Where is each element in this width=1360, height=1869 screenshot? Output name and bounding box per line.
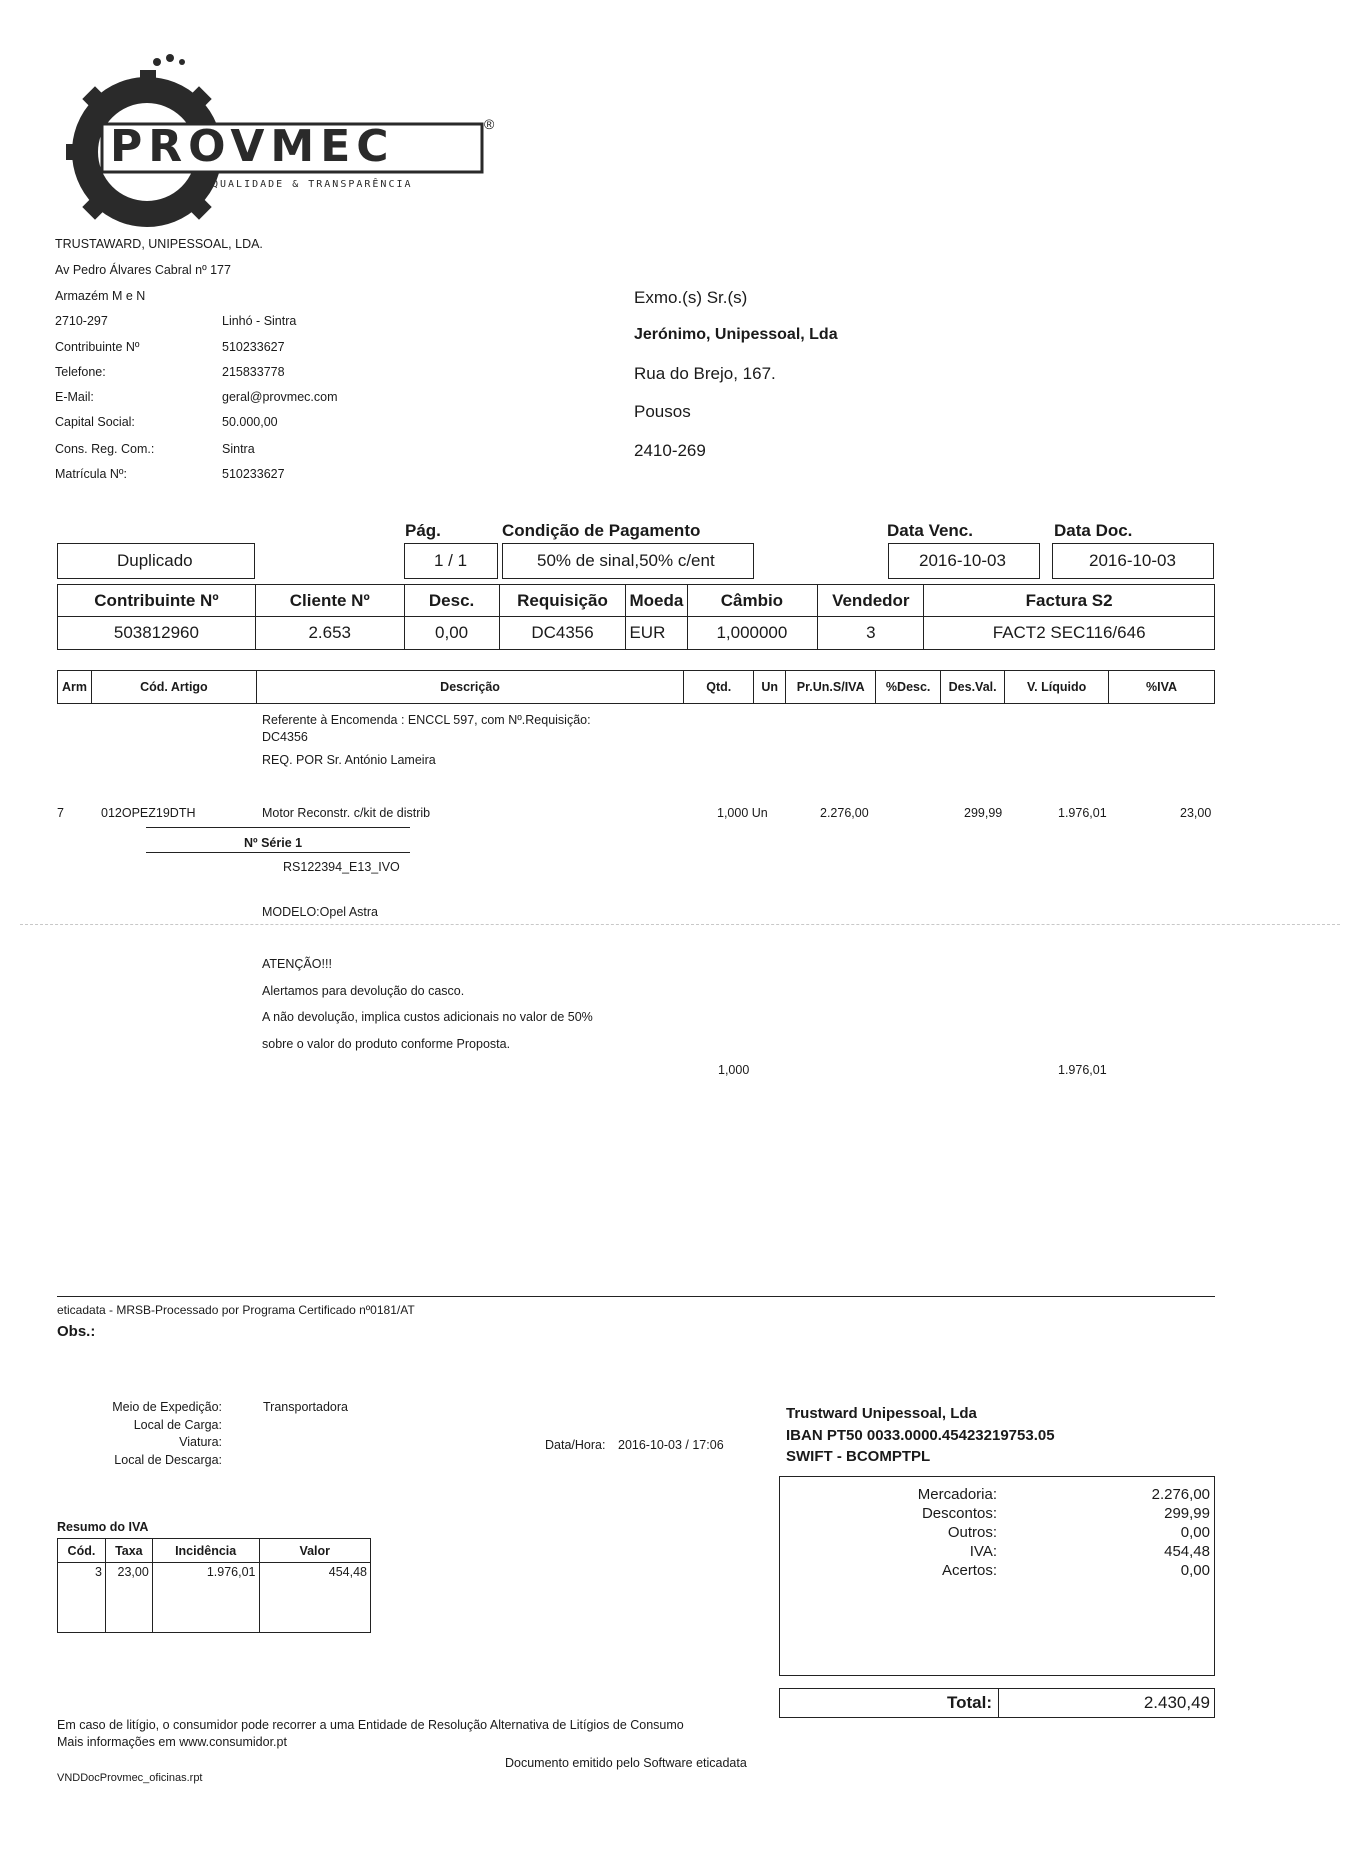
descarga-label: Local de Descarga: [114,1453,222,1467]
sum-net-value: 1.976,01 [1058,1063,1107,1077]
company-row-label: Cons. Reg. Com.: [55,442,155,456]
company-row-label: E-Mail: [55,390,94,404]
col-header: Câmbio [688,585,818,617]
cell: 1,000000 [688,617,818,650]
col-header: Incidência [152,1539,259,1563]
cell: 454,48 [259,1563,371,1633]
total-label: Mercadoria: [917,1486,997,1503]
company-city: Linhó - Sintra [222,314,297,328]
logo-name: PROVMEC [110,121,395,172]
cell: 3 [58,1563,106,1633]
meio-value: Transportadora [263,1400,348,1414]
serie-label: Nº Série 1 [244,836,303,850]
cell: 0,00 [404,617,499,650]
doc-date-value: 2016-10-03 [1089,551,1176,570]
table-header-row [58,585,1215,617]
total-label: Descontos: [921,1505,997,1522]
alert-line: sobre o valor do produto conforme Proposta. [262,1037,511,1051]
company-row-value: geral@provmec.com [222,390,338,404]
reference-line: REQ. POR Sr. António Lameira [262,753,436,767]
cond-value: 50% de sinal,50% c/ent [537,551,715,570]
company-address2: Armazém M e N [55,289,146,303]
divider [146,827,410,828]
company-row-value: 510233627 [222,467,285,481]
meio-label: Meio de Expedição: [112,1400,222,1414]
software-note: Documento emitido pelo Software eticadata [505,1756,747,1770]
obs-label: Obs.: [57,1323,96,1340]
item-code: 012OPEZ19DTH [101,806,196,820]
recipient-street: Rua do Brejo, 167. [634,364,776,383]
cell: 3 [818,617,924,650]
table-row [58,617,1215,650]
cell: 2.653 [255,617,404,650]
company-row-label: Capital Social: [55,415,135,429]
reference-line: Referente à Encomenda : ENCCL 597, com Nº.Requisição: [262,713,591,727]
company-name: TRUSTAWARD, UNIPESSOAL, LDA. [55,237,263,251]
col-header: Des.Val. [941,671,1005,704]
items-header-table [57,670,1215,704]
col-header: Requisição [499,585,626,617]
recipient-greeting: Exmo.(s) Sr.(s) [634,288,748,307]
col-header: Taxa [105,1539,152,1563]
litigation-notice: Em caso de litígio, o consumidor pode recorrer a uma Entidade de Resolução Alternativa de Litígios de Consumo [57,1718,684,1732]
serie-value: RS122394_E13_IVO [283,860,400,874]
pag-label: Pág. [405,521,441,540]
col-header: Vendedor [818,585,924,617]
cell: 1.976,01 [152,1563,259,1633]
divider [57,1296,1215,1297]
cell: FACT2 SEC116/646 [924,617,1215,650]
table-row [58,1563,371,1633]
venc-value: 2016-10-03 [919,551,1006,570]
col-header: Contribuinte Nº [58,585,256,617]
bank-swift: SWIFT - BCOMPTPL [786,1448,931,1465]
col-header: %Desc. [876,671,941,704]
grand-total-divider [998,1688,999,1718]
alert-line: Alertamos para devolução do casco. [262,984,465,998]
company-row-value: 215833778 [222,365,285,379]
litigation-info: Mais informações em www.consumidor.pt [57,1735,287,1749]
col-header: Cliente Nº [255,585,404,617]
datahora-label: Data/Hora: [545,1438,606,1452]
total-label: Outros: [947,1524,997,1541]
recipient-name: Jerónimo, Unipessoal, Lda [634,326,838,343]
cell: EUR [626,617,688,650]
model-line: MODELO:Opel Astra [262,905,379,919]
total-value: 454,48 [1164,1543,1210,1560]
doc-type: Duplicado [117,551,193,570]
company-row-value: 50.000,00 [222,415,278,429]
item-discount-value: 299,99 [964,806,1003,820]
pag-value: 1 / 1 [434,551,468,570]
logo-registered: ® [484,116,495,132]
bank-name: Trustward Unipessoal, Lda [786,1405,977,1422]
bank-iban: IBAN PT50 0033.0000.45423219753.05 [786,1427,1055,1444]
company-row-label: Contribuinte Nº [55,340,140,354]
alert-line: A não devolução, implica custos adicionais no valor de 50% [262,1010,593,1024]
sum-qty: 1,000 [718,1063,750,1077]
total-value: 0,00 [1180,1562,1210,1579]
col-header: Qtd. [684,671,754,704]
total-label: Acertos: [941,1562,997,1579]
item-price: 2.276,00 [820,806,869,820]
venc-label: Data Venc. [887,521,973,540]
col-header: Cód. Artigo [91,671,256,704]
company-row-value: Sintra [222,442,255,456]
col-header: Valor [259,1539,371,1563]
reference-line: DC4356 [262,730,308,744]
company-row-label: Matrícula Nº: [55,467,127,481]
company-postal: 2710-297 [55,314,108,328]
logo-tagline: QUALIDADE & TRANSPARÊNCIA [212,179,413,190]
col-header: Moeda [626,585,688,617]
total-label: IVA: [969,1543,997,1560]
doc-date-label: Data Doc. [1054,521,1133,540]
divider [20,924,1340,925]
attention-title: ATENÇÃO!!! [262,957,332,971]
cell: DC4356 [499,617,626,650]
viatura-label: Viatura: [179,1435,222,1449]
cond-label: Condição de Pagamento [502,521,701,540]
report-name: VNDDocProvmec_oficinas.rpt [57,1772,203,1784]
col-header: Descrição [256,671,684,704]
col-header: Pr.Un.S/IVA [786,671,876,704]
datahora-value: 2016-10-03 / 17:06 [618,1438,724,1452]
col-header: %IVA [1109,671,1215,704]
recipient-postal: 2410-269 [634,441,706,460]
total-value: 2.276,00 [1151,1486,1210,1503]
item-arm: 7 [57,806,64,820]
company-row-value: 510233627 [222,340,285,354]
col-header: Un [754,671,786,704]
item-iva: 23,00 [1180,806,1212,820]
item-qty-unit: 1,000 Un [717,806,768,820]
col-header: Arm [58,671,92,704]
company-logo [62,52,502,227]
item-net-value: 1.976,01 [1058,806,1107,820]
processed-line: eticadata - MRSB-Processado por Programa Certificado nº0181/AT [57,1303,415,1317]
recipient-locality: Pousos [634,402,691,421]
iva-summary-title: Resumo do IVA [57,1520,149,1534]
col-header: Factura S2 [924,585,1215,617]
grand-total-value: 2.430,49 [1143,1693,1210,1712]
company-row-label: Telefone: [55,365,106,379]
carga-label: Local de Carga: [133,1418,222,1432]
col-header: Desc. [404,585,499,617]
cell: 503812960 [58,617,256,650]
total-value: 299,99 [1164,1505,1210,1522]
iva-summary-table [57,1538,371,1633]
item-description: Motor Reconstr. c/kit de distrib [262,806,431,820]
cell: 23,00 [105,1563,152,1633]
col-header: Cód. [58,1539,106,1563]
grand-total-label: Total: [946,1693,992,1712]
divider [146,852,410,853]
total-value: 0,00 [1180,1524,1210,1541]
company-address1: Av Pedro Álvares Cabral nº 177 [55,263,231,277]
col-header: V. Líquido [1005,671,1109,704]
document-info-table [57,584,1215,650]
